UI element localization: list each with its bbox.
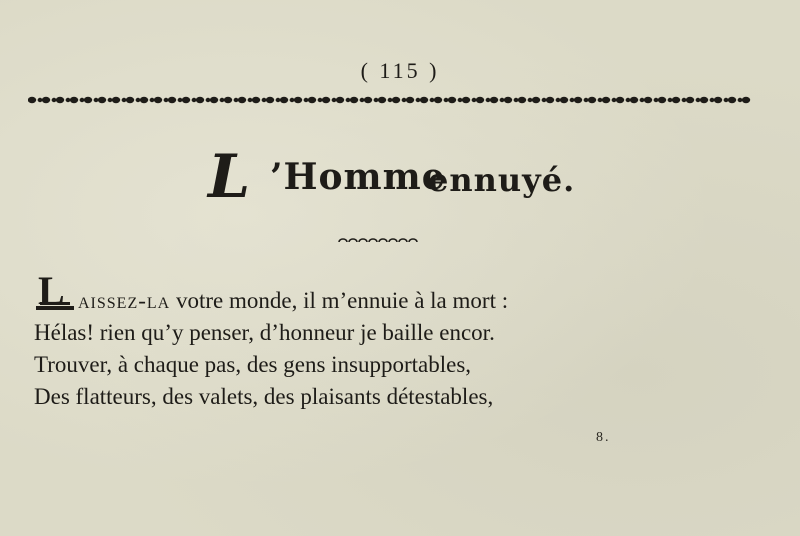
- ornament-bead: [598, 98, 603, 102]
- drop-cap-ornament: [34, 272, 76, 312]
- ornament-bead: [38, 98, 43, 102]
- poem-text: [34, 266, 754, 413]
- ornament-link: [399, 239, 407, 242]
- title-word-homme: ’Homme: [270, 156, 446, 198]
- ornament-bead: [80, 98, 85, 102]
- ornament-bead: [52, 98, 57, 102]
- ornament-bead: [238, 97, 246, 103]
- ornament-bead: [700, 97, 708, 103]
- ornament-bead: [710, 98, 715, 102]
- ornament-bead: [136, 98, 141, 102]
- ornament-bead: [588, 97, 596, 103]
- ornament-bead: [738, 98, 743, 102]
- ornament-bead: [504, 97, 512, 103]
- ornament-bead: [448, 97, 456, 103]
- title-initial-letter: L: [208, 142, 251, 212]
- ornament-bead: [280, 97, 288, 103]
- ornament-bead: [434, 97, 442, 103]
- ornament-bead: [308, 97, 316, 103]
- ornament-bead: [248, 98, 253, 102]
- ornament-bead: [294, 97, 302, 103]
- ornament-bead: [140, 97, 148, 103]
- ornament-bead: [234, 98, 239, 102]
- ornament-bead: [490, 97, 498, 103]
- ornament-bead: [112, 97, 120, 103]
- ornament-bead: [472, 98, 477, 102]
- ornament-bead: [724, 98, 729, 102]
- ornament-bead: [206, 98, 211, 102]
- ornament-bead: [430, 98, 435, 102]
- ornament-bead: [220, 98, 225, 102]
- ornament-bead: [728, 97, 736, 103]
- ornament-bead: [42, 97, 50, 103]
- ornament-bead: [378, 97, 386, 103]
- ornamental-rule-small: [338, 236, 420, 248]
- ornament-bead: [444, 98, 449, 102]
- title-word-ennuye: ennuyé.: [428, 161, 576, 199]
- ornament-bead: [518, 97, 526, 103]
- ornament-bead: [486, 98, 491, 102]
- ornament-bead: [66, 98, 71, 102]
- ornament-bead: [346, 98, 351, 102]
- ornament-link: [369, 239, 377, 242]
- ornament-bead: [210, 97, 218, 103]
- ornament-bead: [392, 97, 400, 103]
- ornament-bead: [318, 98, 323, 102]
- signature-mark: 8.: [596, 430, 611, 445]
- chapter-title: [0, 140, 800, 220]
- ornament-bead: [84, 97, 92, 103]
- ornament-bead: [574, 97, 582, 103]
- ornament-bead: [360, 98, 365, 102]
- ornament-bead: [28, 97, 36, 103]
- ornament-bead: [304, 98, 309, 102]
- ornament-bead: [714, 97, 722, 103]
- ornament-bead: [322, 97, 330, 103]
- ornament-bead: [570, 98, 575, 102]
- ornament-bead: [644, 97, 652, 103]
- ornamental-rule-top: [28, 92, 752, 108]
- ornament-bead: [626, 98, 631, 102]
- ornament-bead: [584, 98, 589, 102]
- ornament-link: [339, 239, 347, 242]
- ornament-bead: [654, 98, 659, 102]
- ornament-bead: [182, 97, 190, 103]
- ornament-bead: [98, 97, 106, 103]
- ornament-bead: [556, 98, 561, 102]
- poem-line-1: [34, 272, 754, 317]
- ornament-bead: [640, 98, 645, 102]
- ornament-bead: [420, 97, 428, 103]
- ornament-bead: [178, 98, 183, 102]
- ornament-bead: [224, 97, 232, 103]
- ornament-bead: [514, 98, 519, 102]
- ornament-bead: [528, 98, 533, 102]
- ornament-bead: [364, 97, 372, 103]
- ornament-bead: [388, 98, 393, 102]
- ornament-bead: [658, 97, 666, 103]
- ornament-link: [349, 239, 357, 242]
- ornament-bead: [462, 97, 470, 103]
- ornament-bead: [542, 98, 547, 102]
- ornament-bead: [150, 98, 155, 102]
- ornament-bead: [168, 97, 176, 103]
- ornament-bead: [56, 97, 64, 103]
- ornament-bead: [402, 98, 407, 102]
- poem-line-4: Des flatteurs, des valets, des plaisants détestables,: [34, 384, 494, 409]
- ornament-bead: [154, 97, 162, 103]
- ornament-bead: [682, 98, 687, 102]
- ornament-bead: [290, 98, 295, 102]
- ornament-bead: [94, 98, 99, 102]
- ornament-bead: [458, 98, 463, 102]
- poem-line-2: Hélas! rien qu’y penser, d’honneur je baille encor.: [34, 320, 495, 345]
- ornament-bead: [560, 97, 568, 103]
- ornament-bead: [122, 98, 127, 102]
- ornament-bead: [416, 98, 421, 102]
- ornament-bead: [164, 98, 169, 102]
- ornament-bead: [602, 97, 610, 103]
- poem-line-3: Trouver, à chaque pas, des gens insupportables,: [34, 352, 472, 377]
- ornament-link: [359, 239, 367, 242]
- ornament-bead: [532, 97, 540, 103]
- ornament-bead: [252, 97, 260, 103]
- poem-line-1-smallcaps: aissez-la: [78, 288, 171, 313]
- ornament-bead: [742, 97, 750, 103]
- ornament-bead: [696, 98, 701, 102]
- ornament-bead: [476, 97, 484, 103]
- ornament-bead: [336, 97, 344, 103]
- ornament-bead: [196, 97, 204, 103]
- ornament-bead: [630, 97, 638, 103]
- ornament-bead: [262, 98, 267, 102]
- ornament-bead: [616, 97, 624, 103]
- ornament-bead: [374, 98, 379, 102]
- ornament-bead: [126, 97, 134, 103]
- ornament-link: [379, 239, 387, 242]
- ornament-bead: [500, 98, 505, 102]
- ornament-bead: [276, 98, 281, 102]
- ornament-link: [409, 239, 417, 242]
- ornament-bead: [546, 97, 554, 103]
- drop-cap: [34, 272, 76, 312]
- ornament-bead: [332, 98, 337, 102]
- ornament-bead: [686, 97, 694, 103]
- ornament-bead: [192, 98, 197, 102]
- ornament-bead: [70, 97, 78, 103]
- ornament-bead: [668, 98, 673, 102]
- ornament-bead: [266, 97, 274, 103]
- ornament-bead: [672, 97, 680, 103]
- ornament-link: [389, 239, 397, 242]
- drop-cap-letter: L: [38, 272, 65, 312]
- poem-line-1-rest: votre monde, il m’ennuie à la mort :: [170, 288, 509, 313]
- ornament-bead: [108, 98, 113, 102]
- ornament-bead: [612, 98, 617, 102]
- ornament-bead: [350, 97, 358, 103]
- ornament-bead: [406, 97, 414, 103]
- page-number: ( 115 ): [360, 58, 440, 83]
